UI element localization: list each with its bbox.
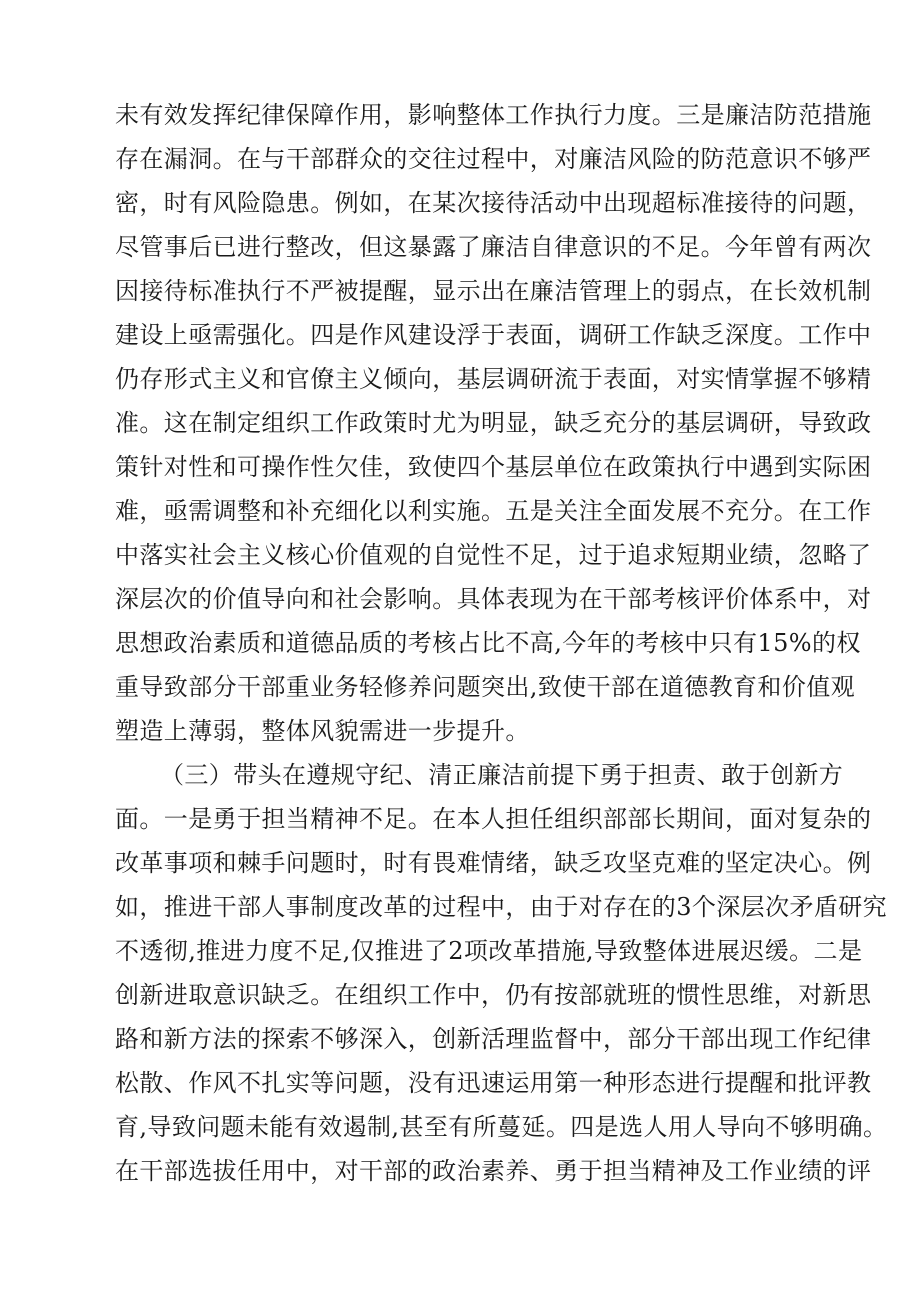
section-heading-line: （三）带头在遵规守纪、清正廉洁前提下勇于担责、敢于创新方 — [160, 761, 844, 789]
text-line-15: 塑造上薄弱，整体风貌需进一步提升。 — [115, 717, 530, 745]
text-line-12: 深层次的价值导向和社会影响。具体表现为在干部考核评价体系中，对 — [115, 585, 872, 613]
text-line-6: 建设上亟需强化。四是作风建设浮于表面，调研工作缺乏深度。工作中 — [115, 321, 872, 349]
text-line-18: 改革事项和棘手问题时，时有畏难情绪，缺乏攻坚克难的坚定决心。例 — [115, 849, 872, 877]
text-line-2: 存在漏洞。在与干部群众的交往过程中，对廉洁风险的防范意识不够严 — [115, 145, 872, 173]
text-line-20: 不透彻,推进力度不足,仅推进了2项改革措施,导致整体进展迟缓。二是 — [115, 937, 863, 965]
text-line-11: 中落实社会主义核心价值观的自觉性不足，过于追求短期业绩，忽略了 — [115, 541, 872, 569]
text-line-10: 难，亟需调整和补充细化以利实施。五是关注全面发展不充分。在工作 — [115, 497, 872, 525]
text-line-21: 创新进取意识缺乏。在组织工作中，仍有按部就班的惯性思维，对新思 — [115, 981, 872, 1009]
text-line-19: 如，推进干部人事制度改革的过程中，由于对存在的3个深层次矛盾研究 — [115, 893, 888, 921]
text-line-8: 准。这在制定组织工作政策时尤为明显，缺乏充分的基层调研，导致政 — [115, 409, 872, 437]
text-line-14: 重导致部分干部重业务轻修养问题突出,致使干部在道德教育和价值观 — [115, 673, 856, 701]
text-line-9: 策针对性和可操作性欠佳，致使四个基层单位在政策执行中遇到实际困 — [115, 453, 872, 481]
text-line-5: 因接待标准执行不严被提醒，显示出在廉洁管理上的弱点，在长效机制 — [115, 277, 872, 305]
text-line-7: 仍存形式主义和官僚主义倾向，基层调研流于表面，对实情掌握不够精 — [115, 365, 872, 393]
text-line-22: 路和新方法的探索不够深入，创新活理监督中，部分干部出现工作纪律 — [115, 1025, 872, 1053]
text-line-23: 松散、作风不扎实等问题，没有迅速运用第一种形态进行提醒和批评教 — [115, 1069, 872, 1097]
text-line-17: 面。一是勇于担当精神不足。在本人担任组织部部长期间，面对复杂的 — [115, 805, 872, 833]
text-line-3: 密，时有风险隐患。例如，在某次接待活动中出现超标准接待的问题， — [115, 189, 872, 217]
text-line-13: 思想政治素质和道德品质的考核占比不高,今年的考核中只有15%的权 — [115, 629, 861, 657]
text-line-24: 育,导致问题未能有效遏制,甚至有所蔓延。四是选人用人导向不够明确。 — [115, 1113, 888, 1141]
text-line-1: 未有效发挥纪律保障作用，影响整体工作执行力度。三是廉洁防范措施 — [115, 101, 872, 129]
text-line-25: 在干部选拔任用中，对干部的政治素养、勇于担当精神及工作业绩的评 — [115, 1157, 872, 1185]
text-line-4: 尽管事后已进行整改，但这暴露了廉洁自律意识的不足。今年曾有两次 — [115, 233, 872, 261]
